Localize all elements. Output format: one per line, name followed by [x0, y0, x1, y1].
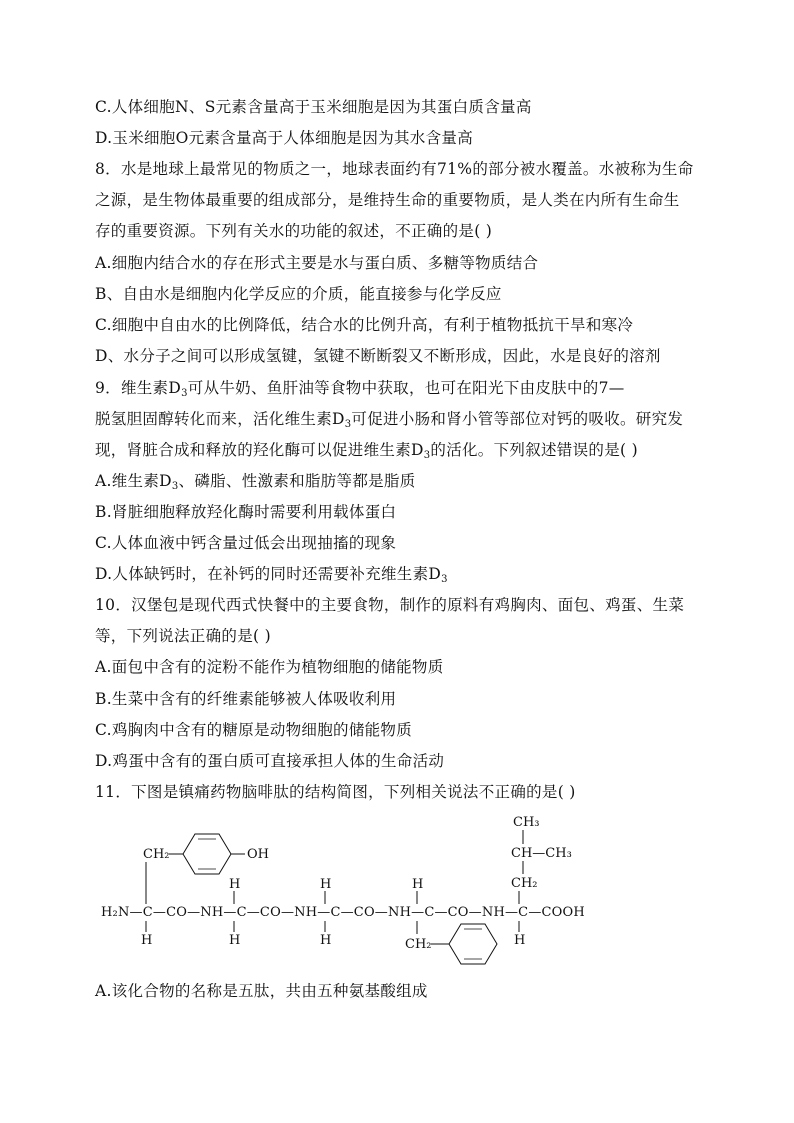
question-8-option-b: B、自由水是细胞内化学反应的介质，能直接参与化学反应	[95, 285, 502, 303]
question-8-stem-2: 之源，是生物体最重要的组成部分，是维持生命的重要物质，是人类在内所有生命生	[95, 191, 680, 209]
question-8-stem-3: 存的重要资源。下列有关水的功能的叙述，不正确的是( )	[95, 222, 493, 240]
benzene-ring-bottom	[449, 924, 497, 964]
h-bottom-2: H	[229, 933, 241, 948]
question-10-stem-1: 10．汉堡包是现代西式快餐中的主要食物，制作的原料有鸡胸肉、面包、鸡蛋、生菜	[95, 596, 685, 614]
question-9-option-b: B.肾脏细胞释放羟化酶时需要利用载体蛋白	[95, 503, 397, 521]
benzene-ring-top	[183, 834, 231, 874]
main-chain: H₂N—C—CO—NH—C—CO—NH—C—CO—NH—C—CO—NH—C—COOH	[101, 905, 585, 920]
question-8-option-c: C.细胞中自由水的比例降低，结合水的比例升高，有利于植物抵抗干旱和寒冷	[95, 316, 634, 334]
question-10-option-c: C.鸡胸肉中含有的糖原是动物细胞的储能物质	[95, 721, 413, 739]
question-9-option-d: D.人体缺钙时，在补钙的同时还需要补充维生素$D_3$	[95, 565, 448, 585]
question-9-option-a: A.维生素$D_3$、磷脂、性激素和脂肪等都是脂质	[95, 472, 416, 492]
ch2-leu-label: CH₂	[511, 876, 538, 891]
question-8-stem-1: 8．水是地球上最常见的物质之一，地球表面约有71%的部分被水覆盖。水被称为生命	[95, 160, 694, 178]
question-11-stem: 11．下图是镇痛药物脑啡肽的结构简图，下列相关说法不正确的是( )	[95, 783, 576, 801]
question-10-stem-2: 等，下列说法正确的是( )	[95, 627, 271, 645]
option-c-line: C.人体细胞N、S元素含量高于玉米细胞是因为其蛋白质含量高	[95, 98, 532, 116]
question-10-option-d: D.鸡蛋中含有的蛋白质可直接承担人体的生命活动	[95, 752, 445, 770]
h-bottom-5: H	[514, 933, 526, 948]
oh-label: OH	[247, 847, 269, 862]
question-8-option-a: A.细胞内结合水的存在形式主要是水与蛋白质、多糖等物质结合	[95, 254, 539, 272]
question-9-stem-2: 脱氢胆固醇转化而来，活化维生素$D_3$可促进小肠和肾小管等部位对钙的吸收。研究发	[95, 410, 684, 430]
question-11-option-a: A.该化合物的名称是五肽，共由五种氨基酸组成	[95, 982, 428, 1000]
peptide-structure-diagram	[95, 810, 595, 970]
ch-ch3-label: CH—CH₃	[511, 846, 572, 861]
ch2-tyr-label: CH₂	[143, 847, 170, 862]
h-top-2: H	[320, 877, 332, 892]
question-9-option-c: C.人体血液中钙含量过低会出现抽搐的现象	[95, 534, 397, 552]
h-bottom-3: H	[320, 933, 332, 948]
ch3-top-label: CH₃	[513, 815, 540, 830]
question-9-stem-1: 9．维生素$D_3$可从牛奶、鱼肝油等食物中获取，也可在阳光下由皮肤中的7—	[95, 379, 625, 399]
h-top-3: H	[412, 877, 424, 892]
question-10-option-a: A.面包中含有的淀粉不能作为植物细胞的储能物质	[95, 658, 444, 676]
question-9-stem-3: 现，肾脏合成和释放的羟化酶可以促进维生素$D_3$的活化。下列叙述错误的是( )	[95, 441, 638, 461]
h-top-1: H	[229, 877, 241, 892]
h-bottom-1: H	[141, 933, 153, 948]
ch2-phe-label: CH₂	[405, 937, 432, 952]
question-8-option-d: D、水分子之间可以形成氢键，氢键不断断裂又不断形成，因此，水是良好的溶剂	[95, 347, 661, 365]
option-d-line: D.玉米细胞O元素含量高于人体细胞是因为其水含量高	[95, 129, 474, 147]
question-10-option-b: B.生菜中含有的纤维素能够被人体吸收利用	[95, 690, 397, 708]
